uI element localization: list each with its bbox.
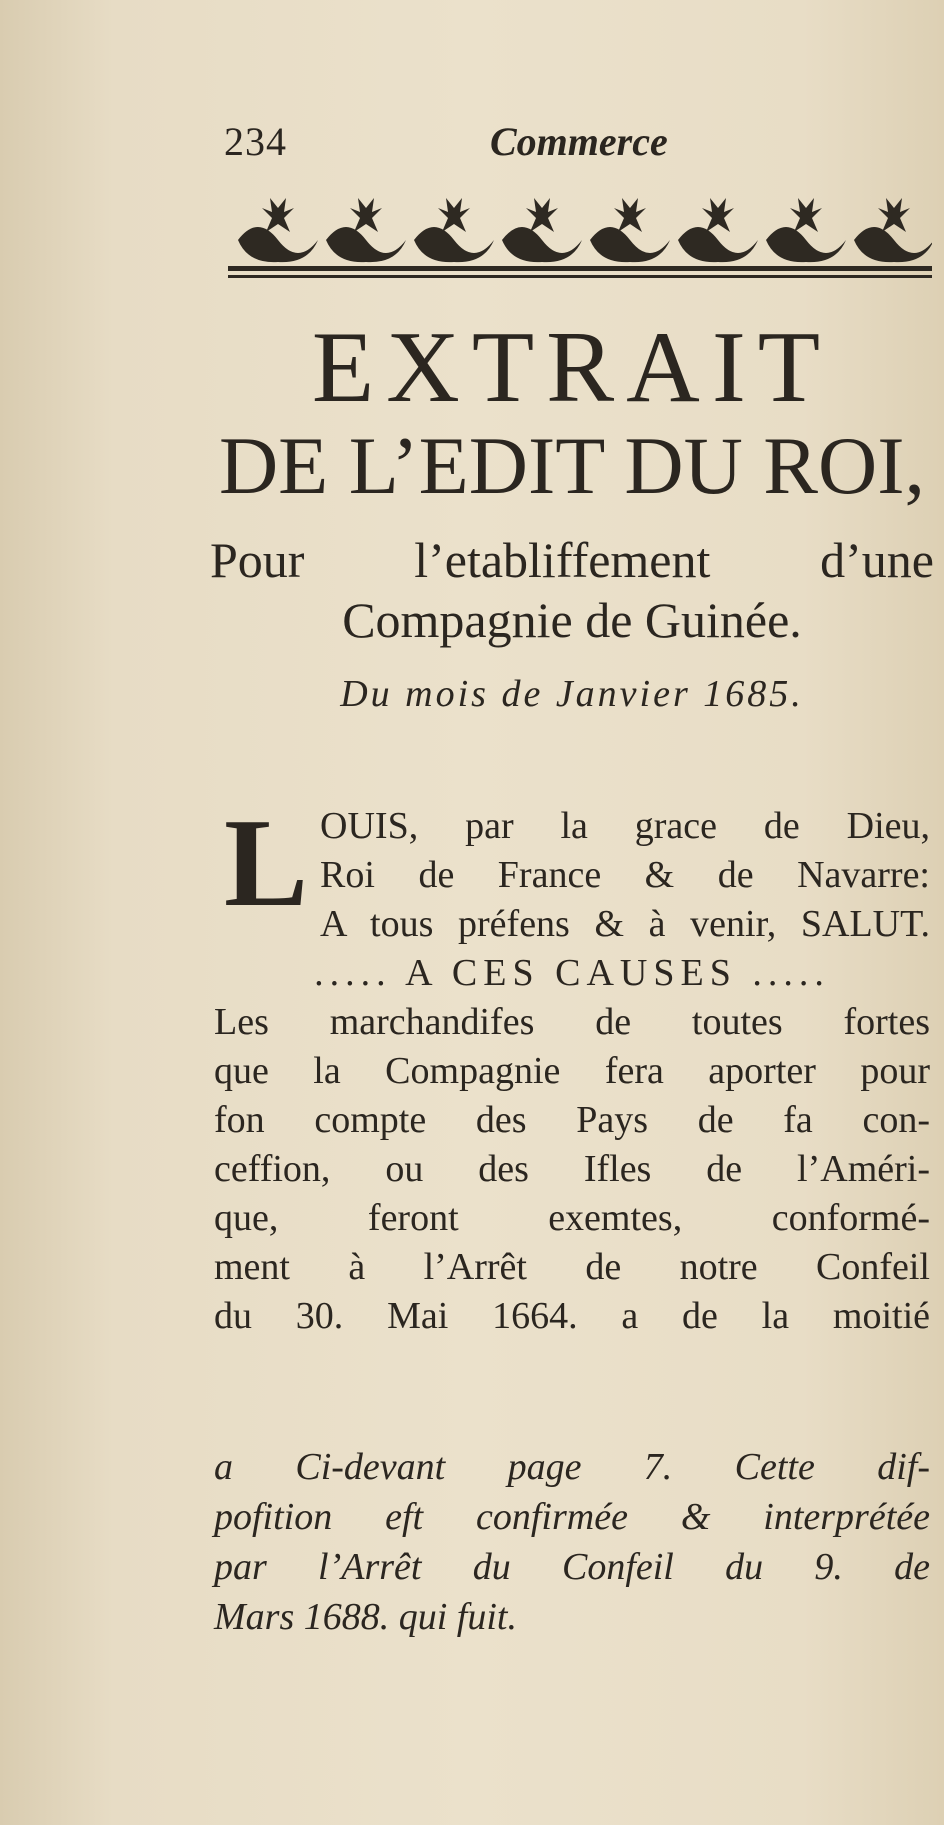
body-line: que la Compagnie fera aporter pour: [214, 1050, 930, 1092]
footnote-line: Mars 1688. qui fuit.: [214, 1596, 517, 1638]
title-edit-du-roi: DE L’EDIT DU ROI,: [218, 420, 926, 511]
body-text: [214, 794, 930, 1341]
body-line: A tous préfens & à venir, SALUT.: [320, 903, 930, 945]
body-line: Roi de France & de Navarre:: [320, 854, 930, 896]
edict-date: Du mois de Janvier 1685.: [340, 673, 804, 715]
fleuron-icon: [326, 198, 406, 262]
fleuron-icon: [414, 198, 494, 262]
body-line: ceffion, ou des Ifles de l’Améri-: [214, 1148, 930, 1190]
fleuron-icon: [678, 198, 758, 262]
footnote-line: par l’Arrêt du Confeil du 9. de: [214, 1546, 930, 1588]
footnote-line: a Ci-devant page 7. Cette dif-: [214, 1446, 930, 1488]
fleuron-ornament-band: [228, 188, 932, 284]
body-line: fon compte des Pays de fa con-: [214, 1099, 930, 1141]
footnote-line: pofition eft confirmée & interprétée: [214, 1496, 930, 1538]
body-line: du 30. Mai 1664. a de la moitié: [214, 1295, 930, 1337]
running-head: Commerce: [490, 119, 668, 164]
body-line: Les marchandifes de toutes fortes: [214, 1001, 930, 1043]
title-block: [210, 311, 934, 716]
subtitle-line-1: Pour l’etabliffement d’une: [210, 532, 934, 588]
fleuron-icon: [238, 198, 318, 262]
page-header: [224, 118, 920, 178]
fleuron-icon: [502, 198, 582, 262]
drop-cap: L: [224, 794, 309, 933]
page-number: 234: [224, 119, 287, 164]
footnote: [214, 1442, 930, 1642]
body-line: ..... A CES CAUSES .....: [314, 952, 830, 994]
title-extrait: EXTRAIT: [311, 311, 833, 424]
subtitle-line-2: Compagnie de Guinée.: [342, 592, 802, 648]
fleuron-icon: [766, 198, 846, 262]
fleuron-icon: [854, 198, 932, 262]
fleuron-icon: [590, 198, 670, 262]
body-line: que, feront exemtes, conformé-: [214, 1197, 930, 1239]
body-line: OUIS, par la grace de Dieu,: [320, 805, 930, 847]
body-line: ment à l’Arrêt de notre Confeil: [214, 1246, 930, 1288]
